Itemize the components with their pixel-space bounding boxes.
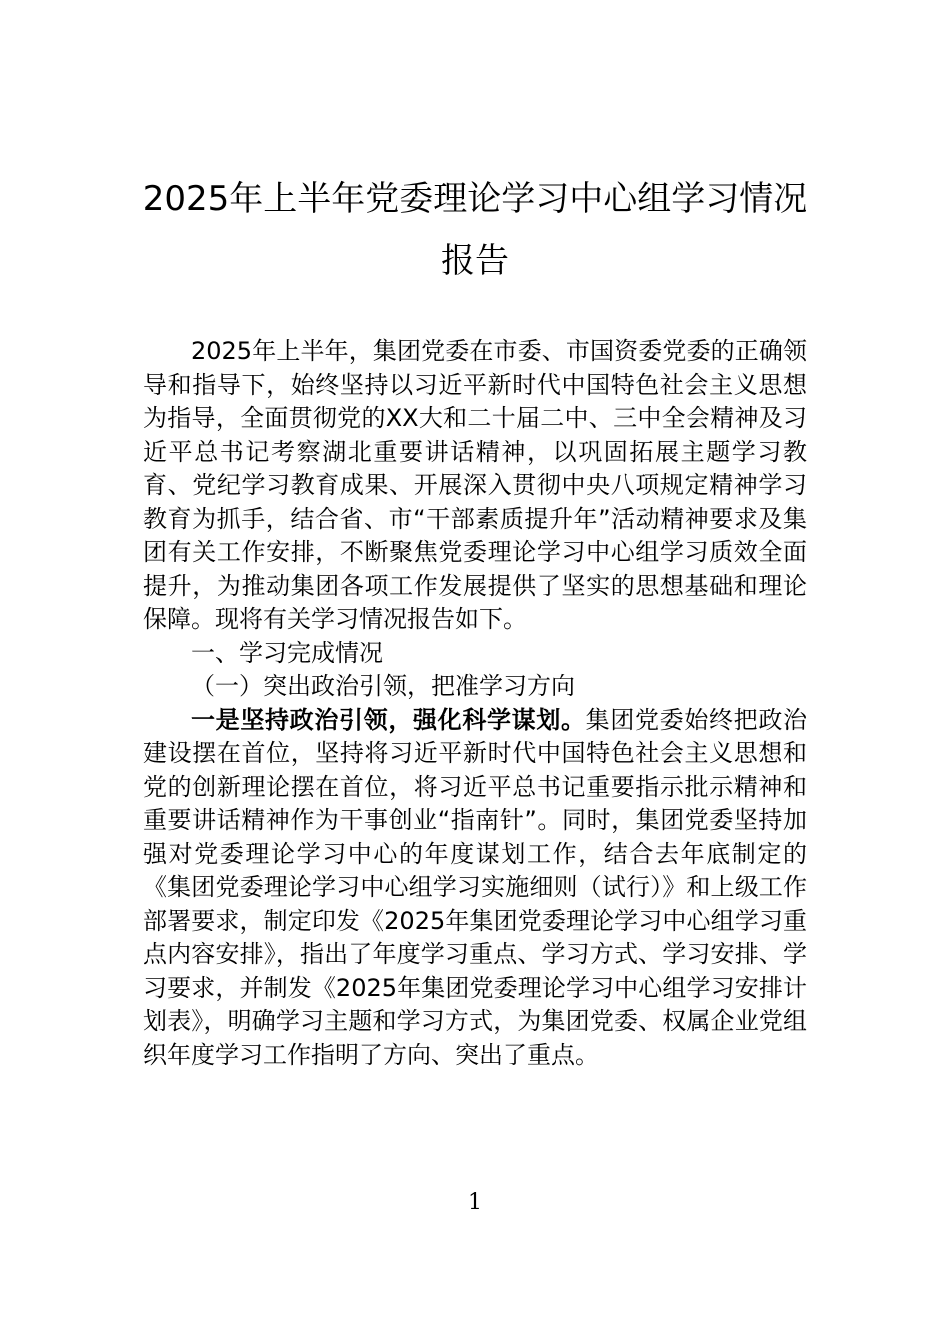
subsection-heading: （一）突出政治引领，把准学习方向 [191, 672, 575, 700]
intro-paragraph: 2025年上半年，集团党委在市委、市国资委党委的正确领导和指导下，始终坚持以习近平新时代中国特色社会主义思想为指导，全面贯彻党的XX大和二十届二中、三中全会精神及习近平总书记考察湖北重要讲话精神，以巩固拓展主题学习教育、党纪学习教育成果、开展深入贯彻中央八项规定精神学习教育为抓手，结合省、市“干部素质提升年”活动精神要求及集团有关工作安排，不断聚焦党委理论学习中心组学习质效全面提升，为推动集团各项工作发展提供了坚实的思想基础和理论保障。现将有关学习情况报告如下。 [143, 337, 807, 633]
point-one-paragraph [143, 704, 807, 1073]
point-one-body: 集团党委始终把政治建设摆在首位，坚持将习近平新时代中国特色社会主义思想和党的创新理论摆在首位，将习近平总书记重要指示批示精神和重要讲话精神作为干事创业“指南针”。同时，集团党委坚持加强对党委理论学习中心的年度谋划工作，结合去年底制定的《集团党委理论学习中心组学习实施细则（试行）》和上级工作部署要求，制定印发《2025年集团党委理论学习中心组学习重点内容安排》，指出了年度学习重点、学习方式、学习安排、学习要求，并制发《2025年集团党委理论学习中心组学习安排计划表》，明确学习主题和学习方式，为集团党委、权属企业党组织年度学习工作指明了方向、突出了重点。 [143, 705, 808, 1069]
document-title: 2025年上半年党委理论学习中心组学习情况报告 [142, 179, 808, 281]
section-heading: 一、学习完成情况 [191, 638, 383, 667]
point-one-lead: 一是坚持政治引领，强化科学谋划。 [191, 705, 586, 734]
page-number: 1 [468, 1190, 482, 1215]
document-body [143, 335, 807, 1072]
